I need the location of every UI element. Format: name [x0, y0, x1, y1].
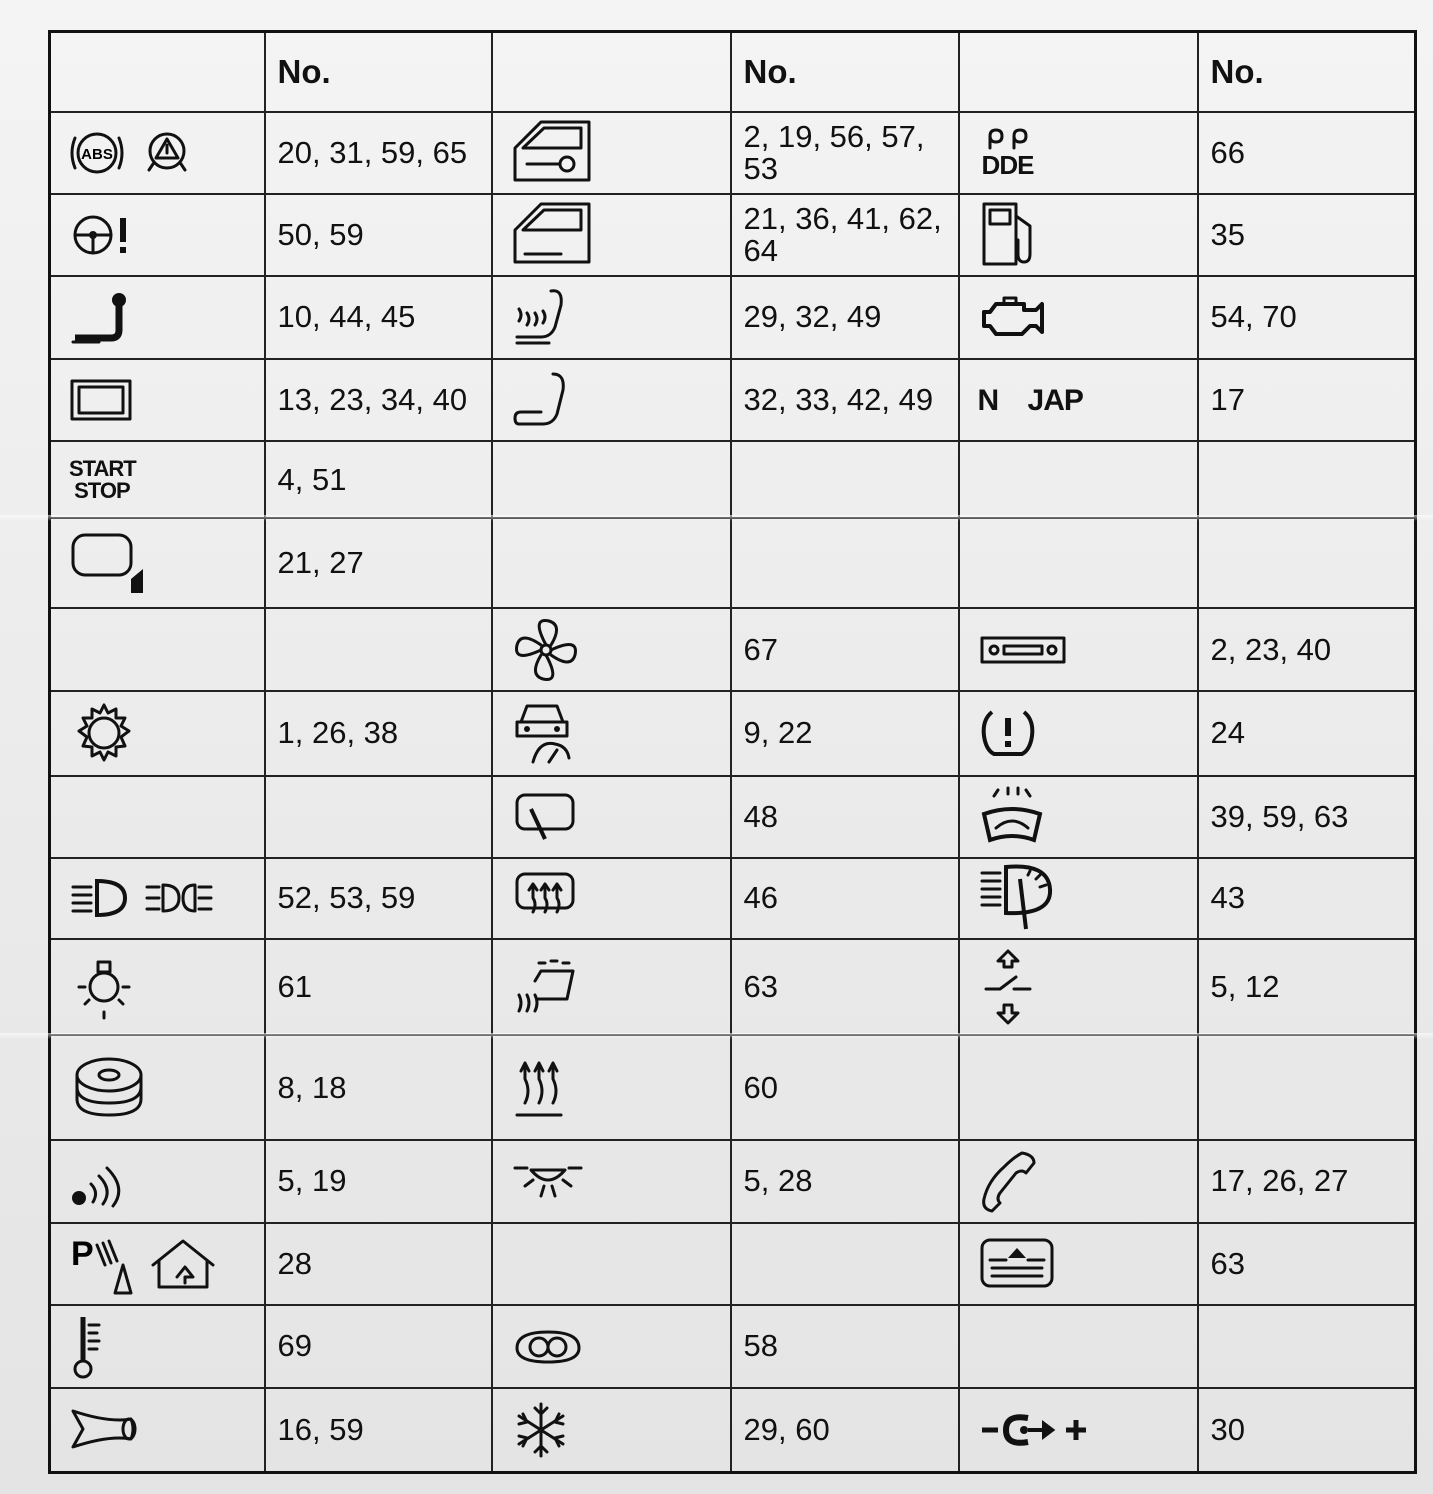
- symbol-cell: [50, 1388, 265, 1473]
- fuse-numbers-cell: 48: [731, 776, 959, 859]
- fuse-numbers-cell: 61: [265, 939, 492, 1036]
- instrument-cluster-icon: [511, 1324, 586, 1369]
- paper-fold-line: [0, 1033, 1433, 1039]
- fuse-numbers-cell: 1, 26, 38: [265, 691, 492, 776]
- fuse-numbers-cell: 54, 70: [1198, 276, 1416, 359]
- power-socket-icon: [978, 1410, 1093, 1450]
- air-conditioning-icon: [511, 1400, 571, 1460]
- symbol-cell: [50, 1140, 265, 1223]
- fan-icon: [511, 615, 581, 685]
- symbol-cell: [959, 276, 1198, 359]
- tire-pressure-icon: [978, 706, 1038, 761]
- fuse-numbers-cell: 46: [731, 858, 959, 939]
- fuse-numbers-cell: 67: [731, 608, 959, 691]
- fuse-numbers-cell: 69: [265, 1305, 492, 1388]
- symbol-cell: [492, 1305, 731, 1388]
- symbol-cell: [959, 776, 1198, 859]
- symbol-cell: [50, 939, 265, 1036]
- header-symbol-1: [50, 32, 265, 113]
- fuse-numbers-cell: 32, 33, 42, 49: [731, 359, 959, 442]
- table-row: [50, 194, 1416, 277]
- fuse-numbers-cell: 63: [731, 939, 959, 1036]
- symbol-cell: [50, 1223, 265, 1306]
- symbol-cell: [492, 939, 731, 1036]
- fuse-numbers-cell: [265, 776, 492, 859]
- header-number-3: No.: [1198, 32, 1416, 113]
- symbol-cell: [959, 691, 1198, 776]
- symbol-cell: [50, 441, 265, 518]
- symbol-cell: [959, 518, 1198, 609]
- header-symbol-3: [959, 32, 1198, 113]
- fuse-numbers-cell: [731, 1223, 959, 1306]
- symbol-cell: [492, 194, 731, 277]
- fuse-numbers-cell: 13, 23, 34, 40: [265, 359, 492, 442]
- table-row: [50, 359, 1416, 442]
- fuse-numbers-cell: 60: [731, 1035, 959, 1140]
- fuse-numbers-cell: 17: [1198, 359, 1416, 442]
- paper-fold-line: [0, 515, 1433, 521]
- fuse-numbers-cell: 50, 59: [265, 194, 492, 277]
- fuse-numbers-cell: 52, 53, 59: [265, 858, 492, 939]
- symbol-cell: [50, 858, 265, 939]
- symbol-cell: [492, 1388, 731, 1473]
- washer-fluid-icon: [978, 784, 1048, 849]
- symbol-cell: [959, 441, 1198, 518]
- symbol-cell: [492, 1140, 731, 1223]
- table-row: [50, 691, 1416, 776]
- table-row: [50, 939, 1416, 1036]
- fuse-numbers-cell: 9, 22: [731, 691, 959, 776]
- fuse-numbers-cell: 2, 23, 40: [1198, 608, 1416, 691]
- symbol-cell: [50, 691, 265, 776]
- table-row: [50, 276, 1416, 359]
- fuse-numbers-cell: 21, 36, 41, 62, 64: [731, 194, 959, 277]
- symbol-cell: [50, 608, 265, 691]
- fuse-numbers-cell: 5, 28: [731, 1140, 959, 1223]
- fuse-numbers-cell: 43: [1198, 858, 1416, 939]
- svg-text:P: P: [71, 1235, 94, 1274]
- engine-check-icon: [978, 292, 1053, 342]
- n-jap-label: N JAP: [977, 384, 1083, 418]
- symbol-cell: [492, 691, 731, 776]
- symbol-cell: [492, 1223, 731, 1306]
- symbol-cell: [959, 1305, 1198, 1388]
- park-distance-alarm-icon: [69, 1231, 219, 1296]
- fuse-numbers-cell: 39, 59, 63: [1198, 776, 1416, 859]
- table-row: [50, 858, 1416, 939]
- reading-light-icon: [511, 1156, 586, 1206]
- symbol-cell: [492, 359, 731, 442]
- fuse-numbers-cell: 63: [1198, 1223, 1416, 1306]
- fuse-assignment-table: [48, 30, 1417, 1474]
- fuse-numbers-cell: 30: [1198, 1388, 1416, 1473]
- fuel-pump-icon: [978, 200, 1043, 270]
- fuse-numbers-cell: [1198, 441, 1416, 518]
- screen-lift-icon: [978, 1236, 1058, 1291]
- table-row: [50, 1035, 1416, 1140]
- fuse-numbers-cell: 2, 19, 56, 57, 53: [731, 112, 959, 194]
- symbol-cell: [50, 276, 265, 359]
- rear-defrost-icon: [511, 868, 581, 928]
- table-row: [50, 1140, 1416, 1223]
- trailer-hitch-icon: [69, 290, 139, 345]
- symbol-cell: [959, 194, 1198, 277]
- table-row: [50, 776, 1416, 859]
- headlight-fog-icon: [69, 873, 219, 923]
- fuse-numbers-cell: [1198, 518, 1416, 609]
- fuse-numbers-cell: 5, 12: [1198, 939, 1416, 1036]
- symbol-cell: [50, 1035, 265, 1140]
- table-row: [50, 608, 1416, 691]
- door-key-icon: [511, 118, 596, 188]
- heated-washer-icon: [511, 955, 581, 1020]
- symbol-cell: [959, 1035, 1198, 1140]
- symbol-cell: [50, 518, 265, 609]
- interior-light-icon: [69, 952, 139, 1022]
- fuse-numbers-cell: [1198, 1305, 1416, 1388]
- header-number-1: No.: [265, 32, 492, 113]
- headlight-washer-icon: [978, 861, 1063, 936]
- wireless-signal-icon: [69, 1154, 139, 1209]
- start-stop-icon: START STOP: [69, 455, 136, 503]
- table-row: [50, 518, 1416, 609]
- abs-brake-warning-icon: [69, 128, 199, 178]
- steering-warning-icon: [69, 210, 139, 260]
- symbol-cell: [959, 608, 1198, 691]
- fuse-numbers-cell: 66: [1198, 112, 1416, 194]
- symbol-cell: [959, 112, 1198, 194]
- door-icon: [511, 200, 596, 270]
- symbol-cell: [959, 939, 1198, 1036]
- symbol-cell: [959, 1388, 1198, 1473]
- svg-text:ABS: ABS: [81, 145, 113, 163]
- traction-control-icon: [511, 698, 581, 768]
- symbol-cell: [50, 359, 265, 442]
- cd-changer-icon: [69, 1053, 149, 1123]
- horn-icon: [69, 1405, 139, 1455]
- fuse-numbers-cell: [1198, 1035, 1416, 1140]
- symbol-cell: [50, 112, 265, 194]
- fuse-numbers-cell: 5, 19: [265, 1140, 492, 1223]
- fuse-numbers-cell: 28: [265, 1223, 492, 1306]
- fuse-numbers-cell: [265, 608, 492, 691]
- heating-icon: [511, 1053, 571, 1123]
- seat-icon: [511, 370, 576, 430]
- fuse-numbers-cell: 29, 60: [731, 1388, 959, 1473]
- seat-heating-icon: [511, 285, 576, 350]
- symbol-cell: [492, 112, 731, 194]
- symbol-cell: [492, 1035, 731, 1140]
- dde-glow-plug-icon: DDE: [978, 128, 1038, 178]
- symbol-cell: [50, 194, 265, 277]
- table-row: [50, 112, 1416, 194]
- symbol-cell: [959, 858, 1198, 939]
- table-row: [50, 441, 1416, 518]
- fuse-numbers-cell: 17, 26, 27: [1198, 1140, 1416, 1223]
- fuse-numbers-cell: [731, 441, 959, 518]
- symbol-cell: [492, 776, 731, 859]
- fuse-numbers-cell: 10, 44, 45: [265, 276, 492, 359]
- header-number-2: No.: [731, 32, 959, 113]
- symbol-cell: [50, 1305, 265, 1388]
- symbol-cell: [492, 608, 731, 691]
- table-row: [50, 1305, 1416, 1388]
- sunroof-sun-icon: [69, 701, 139, 766]
- symbol-cell: [492, 518, 731, 609]
- radio-icon: [978, 630, 1068, 670]
- fuse-numbers-cell: 16, 59: [265, 1388, 492, 1473]
- fuse-numbers-cell: 24: [1198, 691, 1416, 776]
- fuse-numbers-cell: 20, 31, 59, 65: [265, 112, 492, 194]
- fuse-numbers-cell: 4, 51: [265, 441, 492, 518]
- fuse-numbers-cell: 29, 32, 49: [731, 276, 959, 359]
- symbol-cell: [50, 776, 265, 859]
- table-row: [50, 1388, 1416, 1473]
- mirror-icon: [69, 531, 154, 596]
- symbol-cell: [492, 441, 731, 518]
- fuse-numbers-cell: [731, 518, 959, 609]
- table-header-row: [50, 32, 1416, 113]
- window-lift-icon: [978, 947, 1038, 1027]
- table-row: [50, 1223, 1416, 1306]
- symbol-cell: [959, 359, 1198, 442]
- fuse-numbers-cell: 58: [731, 1305, 959, 1388]
- header-symbol-2: [492, 32, 731, 113]
- symbol-cell: [959, 1223, 1198, 1306]
- fuse-numbers-cell: 21, 27: [265, 518, 492, 609]
- fuse-numbers-cell: 8, 18: [265, 1035, 492, 1140]
- symbol-cell: [959, 1140, 1198, 1223]
- wiper-icon: [511, 787, 581, 847]
- display-screen-icon: [69, 378, 134, 423]
- phone-icon: [978, 1149, 1043, 1214]
- symbol-cell: [492, 276, 731, 359]
- symbol-cell: [492, 858, 731, 939]
- temperature-icon: [69, 1311, 109, 1381]
- fuse-numbers-cell: 35: [1198, 194, 1416, 277]
